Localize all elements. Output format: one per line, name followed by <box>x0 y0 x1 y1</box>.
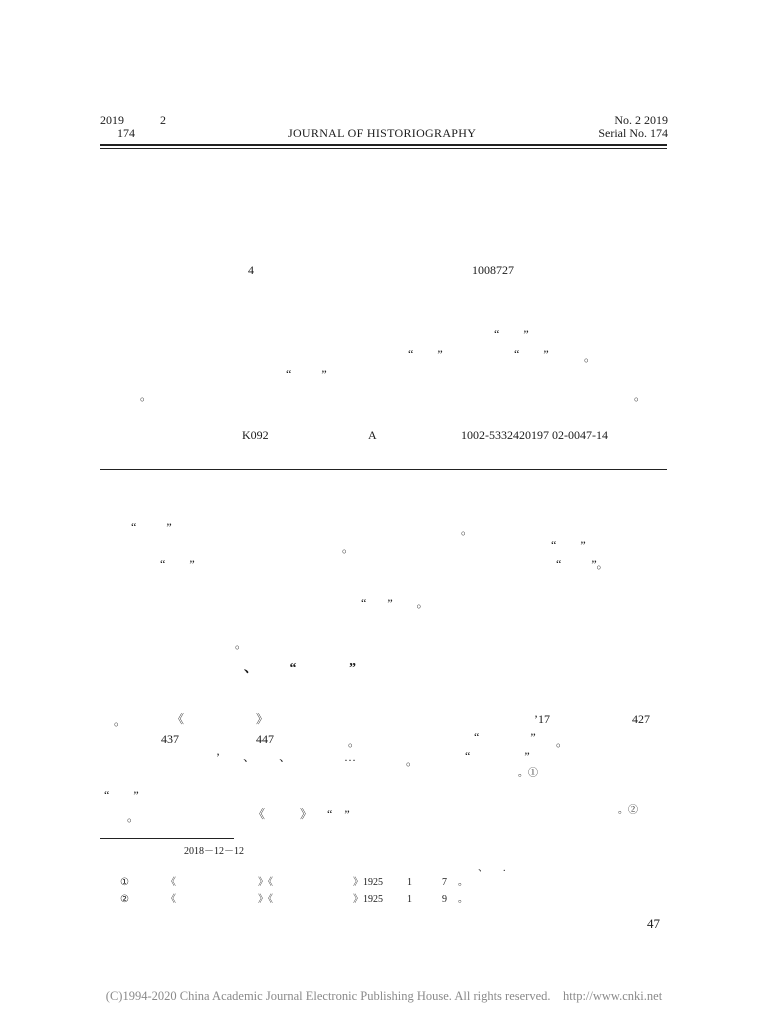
body-period-5: 。 <box>348 735 361 749</box>
book-mark-open-2: 《 <box>253 807 266 821</box>
body-number-427: 427 <box>632 712 650 726</box>
footnote-2-issue: 9 <box>442 894 447 905</box>
body-enumeration: ’ 、 、 <box>216 750 292 764</box>
body-number-17: ’17 <box>534 712 550 726</box>
footnote-1-open: 《 <box>166 877 176 888</box>
body-period-8: 。 <box>127 810 140 824</box>
header-serial: 174 <box>117 126 135 140</box>
footnote-2-year: 》1925 <box>353 894 383 905</box>
header-year: 2019 <box>100 113 124 127</box>
body-period-7: 。 <box>406 754 419 768</box>
footnote-1-issue: 7 <box>442 877 447 888</box>
book-mark-close-1: 》 <box>256 712 269 726</box>
body-period-4: 。 <box>114 714 127 728</box>
abstract-period-2: 。 <box>140 389 153 403</box>
header-rule-bottom <box>100 148 667 149</box>
body-period-1: 。 <box>461 523 474 537</box>
document-code: A <box>368 428 377 442</box>
abstract-divider <box>100 469 667 470</box>
footnote-1-vol: 1 <box>407 877 412 888</box>
abstract-quote-3: “ ” <box>514 347 549 361</box>
body-period-6: 。 <box>556 735 569 749</box>
footnote-marks: 、 . <box>478 863 506 874</box>
footnote-rule <box>100 838 234 839</box>
body-number-447: 447 <box>256 732 274 746</box>
header-issue-en: No. 2 2019 <box>614 113 668 127</box>
body-quote-4: “ ”。 <box>556 557 609 571</box>
book-mark-open-1: 《 <box>172 712 185 726</box>
abstract-quote-2: “ ” <box>408 347 443 361</box>
body-quote-5: “ ” 。 <box>361 596 429 610</box>
body-period-3: 。 <box>235 637 248 651</box>
body-period-2: 。 <box>342 541 355 555</box>
copyright-footer: (C)1994-2020 China Academic Journal Electronic Publishing House. All rights reserved. http://www.cnki.net <box>105 989 663 1003</box>
clc-number: K092 <box>242 428 269 442</box>
body-quote-9: “ ” <box>327 807 350 821</box>
header-serial-en: Serial No. 174 <box>598 126 668 140</box>
body-quote-1: “ ” <box>131 520 172 534</box>
affiliation-fragment: 4 <box>248 263 254 277</box>
body-quote-6: “ ” <box>474 730 536 744</box>
footnote-2-mark: ② <box>120 894 129 905</box>
body-number-437: 437 <box>161 732 179 746</box>
received-date: 2018－12－12 <box>184 846 244 857</box>
footnote-2-end: 。 <box>458 894 468 905</box>
book-mark-close-2: 》 <box>300 807 313 821</box>
journal-title: JOURNAL OF HISTORIOGRAPHY <box>288 126 477 140</box>
abstract-period-3: 。 <box>634 389 647 403</box>
postcode: 1008727 <box>472 263 514 277</box>
body-quote-2: “ ” <box>551 538 586 552</box>
body-ellipsis: … <box>344 750 356 764</box>
header-issue: 2 <box>160 113 166 127</box>
footnote-ref-2: 。② <box>618 805 638 816</box>
body-quote-8: “ ” <box>104 788 139 802</box>
section-heading: 、 “ ” <box>244 661 356 676</box>
footnote-2-mid: 》《 <box>258 894 273 905</box>
footnote-1-year: 》1925 <box>353 877 383 888</box>
footnote-1-mid: 》《 <box>258 877 273 888</box>
footnote-1-end: 。 <box>458 877 468 888</box>
body-quote-3: “ ” <box>160 557 195 571</box>
body-quote-7: “ ” <box>465 749 530 763</box>
footnote-2-vol: 1 <box>407 894 412 905</box>
header-rule-top <box>100 144 667 146</box>
abstract-period-1: 。 <box>584 350 597 364</box>
abstract-quote-4: “ ” <box>286 367 327 381</box>
footnote-ref-1: 。① <box>518 768 538 779</box>
page-number: 47 <box>647 916 660 931</box>
abstract-quote-1: “ ” <box>494 327 529 341</box>
footnote-2-open: 《 <box>166 894 176 905</box>
footnote-1-mark: ① <box>120 877 129 888</box>
article-id: 1002-5332420197 02-0047-14 <box>461 428 608 442</box>
